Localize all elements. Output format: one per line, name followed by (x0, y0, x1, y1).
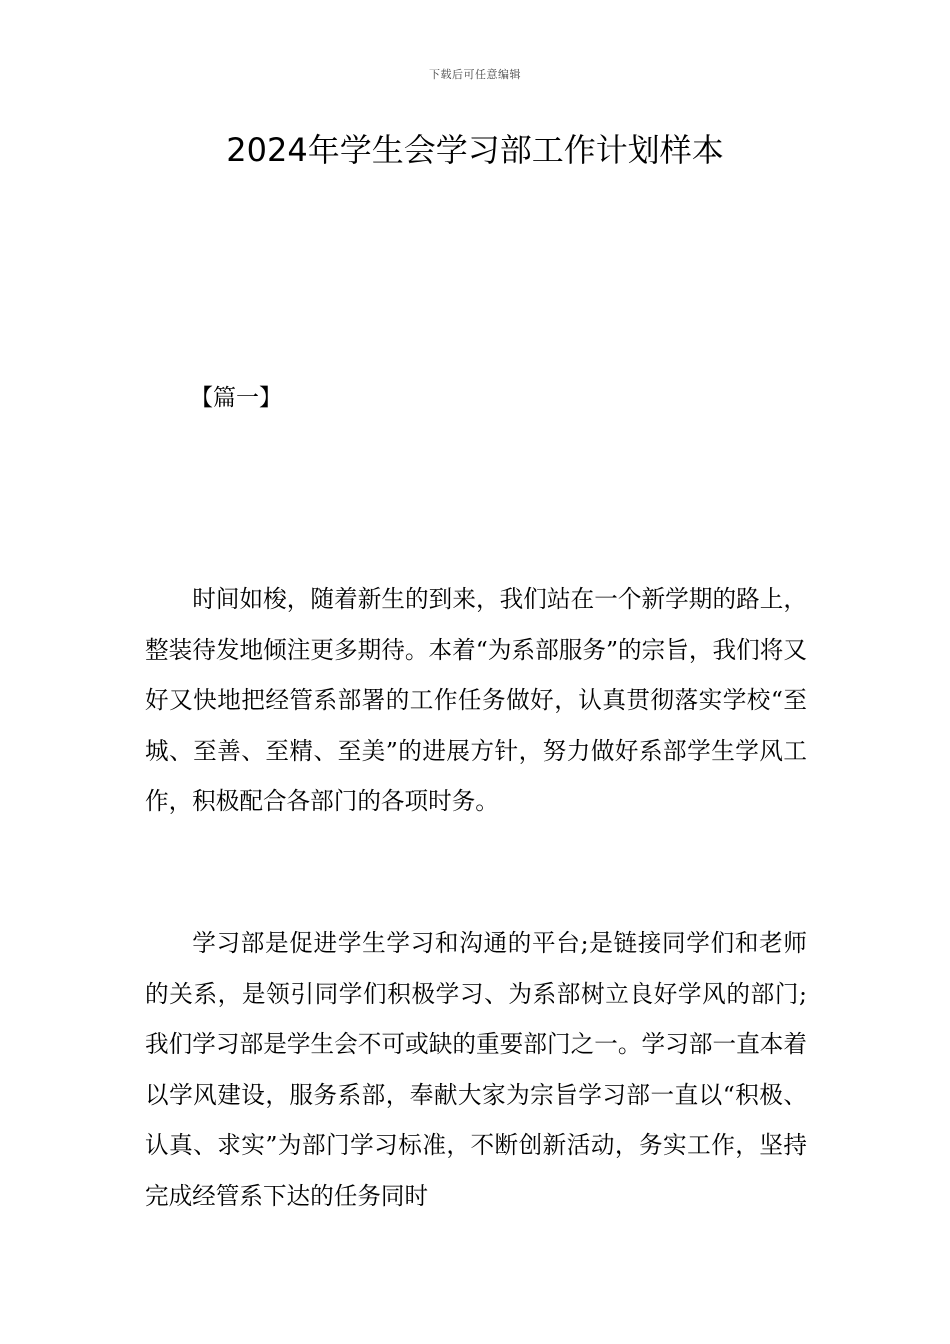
document-title: 2024年学生会学习部工作计划样本 (226, 131, 724, 169)
section-label: 【篇一】 (190, 385, 282, 411)
header-note: 下载后可任意编辑 (429, 68, 521, 81)
body-paragraph-2: 学习部是促进学生学习和沟通的平台;是链接同学们和老师的关系，是领引同学们积极学习、为系部树立良好学风的部门;我们学习部是学生会不可或缺的重要部门之一。学习部一直本着以学风建设，服务系部，奉献大家为宗旨学习部一直以“积极、认真、求实”为部门学习标准，不断创新活动，务实工作，坚持完成经管系下达的任务同时 (145, 929, 807, 1210)
body-paragraph-1: 时间如梭，随着新生的到来，我们站在一个新学期的路上，整装待发地倾注更多期待。本着“为系部服务”的宗旨，我们将又好又快地把经管系部署的工作任务做好，认真贯彻落实学校“至城、至善、至精、至美”的进展方针，努力做好系部学生学风工作，积极配合各部门的各项时务。 (145, 585, 807, 815)
